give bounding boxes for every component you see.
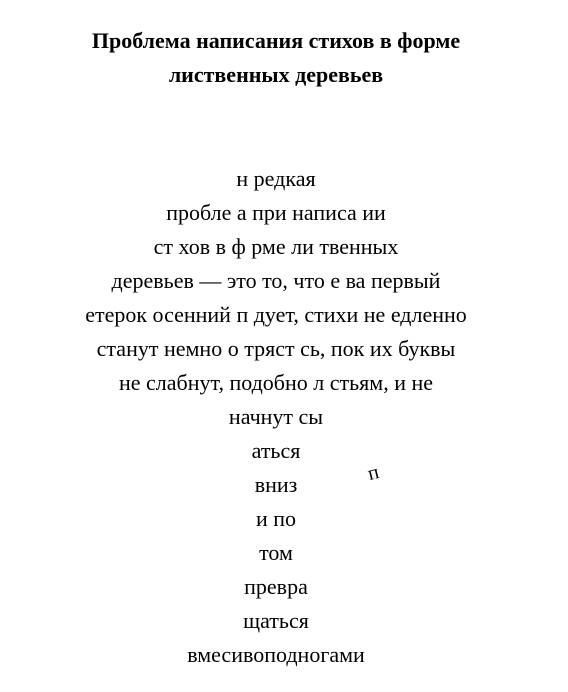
poem-line: щаться — [243, 608, 309, 633]
title-line-1: Проблема написания стихов в форме — [91, 28, 461, 53]
poem-line: том — [259, 540, 293, 565]
poem-line: н редкая — [236, 166, 316, 191]
poem-line: вниз — [254, 472, 298, 497]
poem-line: аться — [251, 438, 301, 463]
document-title — [0, 24, 552, 92]
poem-line: не слабнут, подобно л стьям, и не — [118, 370, 433, 395]
poem-line: станут немно о тряст сь, пок их буквы — [96, 336, 456, 361]
poem-line: превра — [244, 574, 308, 599]
poem-body — [0, 162, 552, 672]
poem-line: вмесивоподногами — [187, 642, 365, 667]
poem-line: и по — [255, 506, 297, 531]
fallen-letter: п — [365, 461, 382, 485]
poem-line: начнут сы — [228, 404, 324, 429]
title-line-2: лиственных деревьев — [168, 62, 384, 87]
poem-line: етерок осенний п дует, стихи не едленно — [85, 302, 467, 327]
poem-line: деревьев — это то, что е ва первый — [111, 268, 441, 293]
poem-line: пробле а при написа ии — [166, 200, 386, 225]
poem-line: ст хов в ф рме ли твенных — [153, 234, 399, 259]
